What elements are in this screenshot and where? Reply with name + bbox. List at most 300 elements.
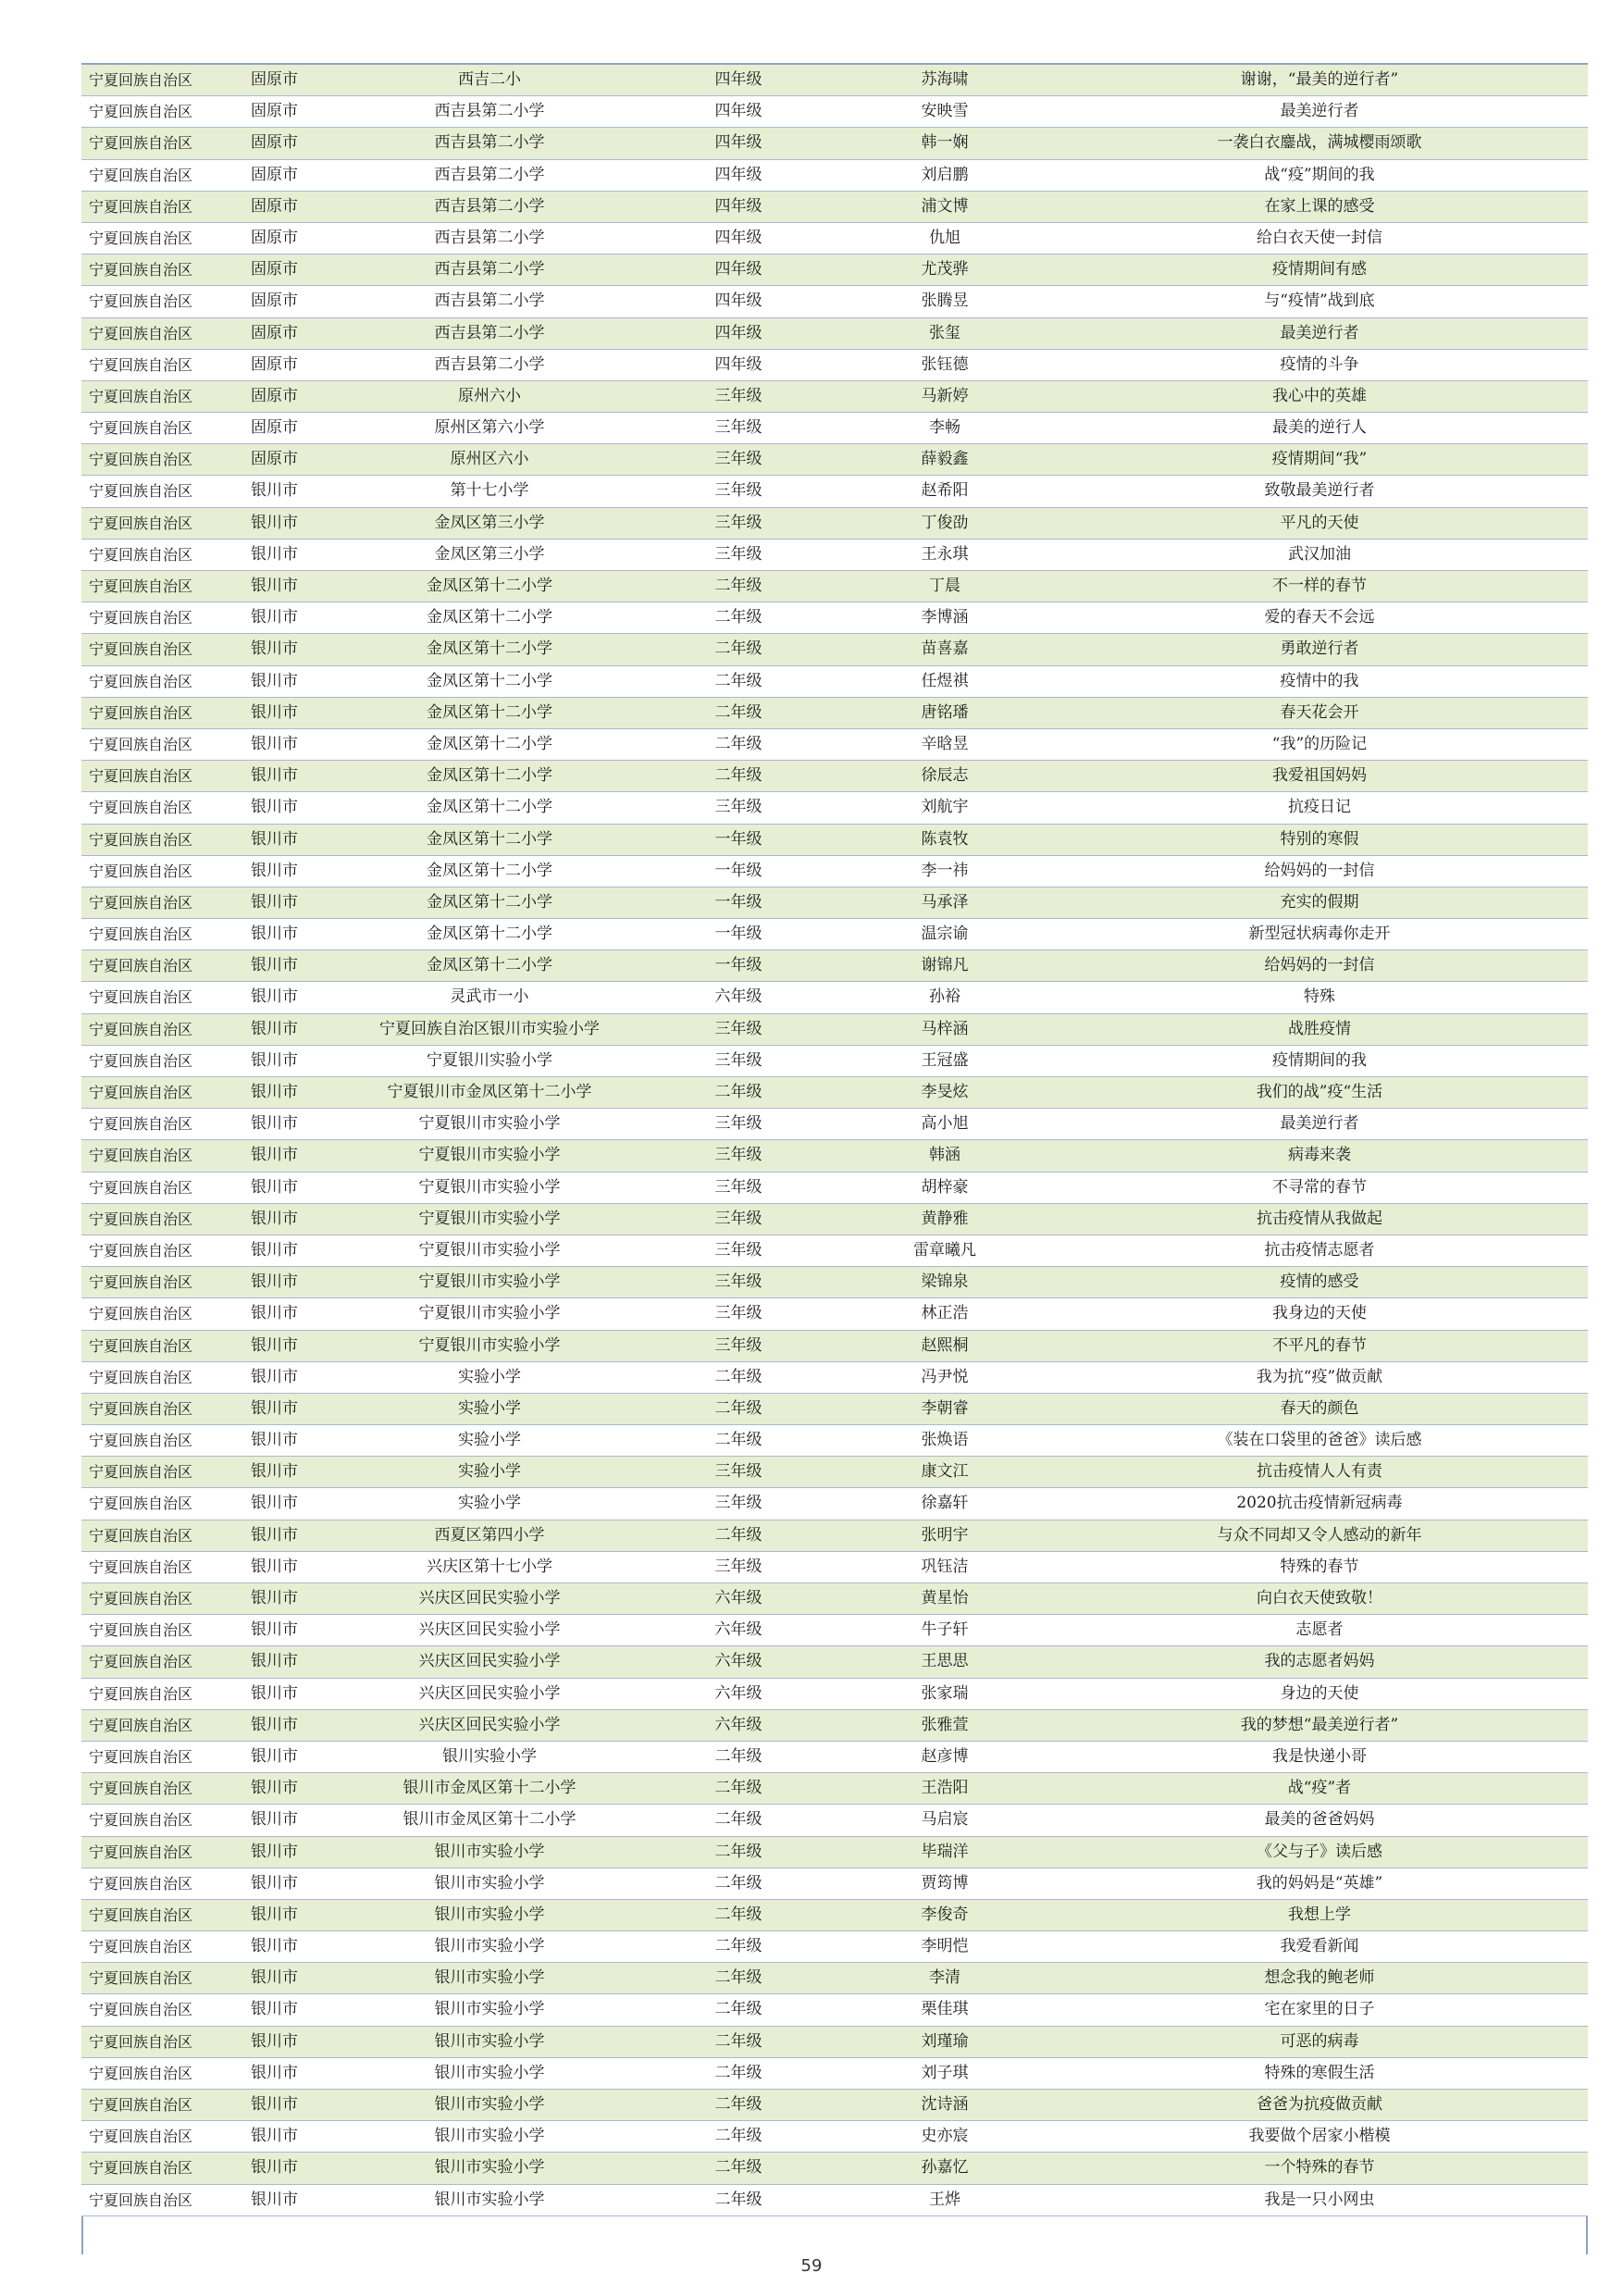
grade-cell: 二年级 (714, 2190, 762, 2209)
school-cell: 西吉县第二小学 (434, 354, 545, 374)
table-row (81, 1173, 1588, 1204)
grade-cell: 二年级 (714, 2127, 762, 2146)
title-cell: “我”的历险记 (1271, 734, 1368, 753)
title-cell: 疫情期间的我 (1272, 1050, 1367, 1070)
grade-cell: 三年级 (714, 1146, 762, 1165)
city-cell: 银川市 (251, 671, 298, 690)
title-cell: 战胜疫情 (1288, 1019, 1351, 1038)
grade-cell: 六年级 (714, 1715, 762, 1734)
student-name-cell: 张钰德 (921, 354, 969, 374)
title-cell: 春天花会开 (1280, 702, 1359, 722)
school-cell: 银川市实验小学 (434, 2063, 545, 2082)
region-cell: 宁夏回族自治区 (89, 767, 193, 786)
school-cell: 西吉县第二小学 (434, 228, 545, 247)
school-cell: 银川实验小学 (442, 1746, 537, 1766)
table-row (81, 286, 1588, 317)
table-row (81, 540, 1588, 571)
grade-cell: 二年级 (714, 1810, 762, 1830)
school-cell: 金凤区第十二小学 (427, 766, 552, 786)
school-cell: 兴庆区回民实验小学 (418, 1620, 561, 1640)
grade-cell: 三年级 (714, 481, 762, 501)
region-cell: 宁夏回族自治区 (89, 799, 193, 817)
table-row (81, 318, 1588, 350)
student-name-cell: 冯尹悦 (921, 1367, 969, 1386)
region-cell: 宁夏回族自治区 (89, 1780, 193, 1798)
grade-cell: 二年级 (714, 2000, 762, 2019)
city-cell: 固原市 (251, 354, 298, 374)
table-row (81, 1014, 1588, 1046)
grade-cell: 一年级 (714, 829, 762, 849)
table-row (81, 1742, 1588, 1773)
school-cell: 兴庆区回民实验小学 (418, 1652, 561, 1671)
grade-cell: 二年级 (714, 702, 762, 722)
grade-cell: 四年级 (714, 292, 762, 311)
city-cell: 银川市 (251, 513, 298, 532)
city-cell: 固原市 (251, 260, 298, 279)
school-cell: 金凤区第十二小学 (427, 702, 552, 722)
school-cell: 原州区第六小学 (434, 418, 545, 438)
city-cell: 银川市 (251, 1873, 298, 1893)
grade-cell: 二年级 (714, 766, 762, 786)
table-row (81, 508, 1588, 540)
title-cell: 武汉加油 (1288, 544, 1351, 564)
student-name-cell: 谢锦凡 (921, 956, 969, 975)
student-name-cell: 张玺 (929, 323, 960, 342)
region-cell: 宁夏回族自治区 (89, 1399, 193, 1418)
school-cell: 金凤区第十二小学 (427, 639, 552, 659)
region-cell: 宁夏回族自治区 (89, 2191, 193, 2209)
grade-cell: 二年级 (714, 639, 762, 659)
student-name-cell: 徐辰志 (921, 766, 969, 786)
city-cell: 固原市 (251, 165, 298, 184)
city-cell: 银川市 (251, 1589, 298, 1607)
school-cell: 西吉县第二小学 (434, 323, 545, 342)
grade-cell: 四年级 (714, 165, 762, 184)
city-cell: 银川市 (251, 925, 298, 944)
school-cell: 银川市金凤区第十二小学 (403, 1810, 576, 1830)
region-cell: 宁夏回族自治区 (89, 988, 193, 1007)
city-cell: 银川市 (251, 1525, 298, 1545)
grade-cell: 二年级 (714, 1431, 762, 1450)
table-row (81, 1963, 1588, 1994)
city-cell: 银川市 (251, 1462, 298, 1482)
school-cell: 银川市实验小学 (434, 1937, 545, 1956)
region-cell: 宁夏回族自治区 (89, 482, 193, 501)
city-cell: 银川市 (251, 2031, 298, 2051)
school-cell: 西吉县第二小学 (434, 133, 545, 153)
table-row (81, 634, 1588, 665)
table-row (81, 1235, 1588, 1267)
city-cell: 银川市 (251, 1431, 298, 1450)
school-cell: 西吉县第二小学 (434, 196, 545, 216)
title-cell: 爱的春天不会远 (1264, 608, 1375, 627)
region-cell: 宁夏回族自治区 (89, 2064, 193, 2082)
table-row (81, 1837, 1588, 1868)
table-row (81, 1140, 1588, 1172)
grade-cell: 二年级 (714, 1968, 762, 1988)
title-cell: 不一样的春节 (1272, 577, 1367, 595)
region-cell: 宁夏回族自治区 (89, 71, 193, 89)
title-cell: 病毒来袭 (1288, 1146, 1351, 1165)
region-cell: 宁夏回族自治区 (89, 2096, 193, 2114)
city-cell: 固原市 (251, 228, 298, 247)
student-name-cell: 刘启鹏 (921, 165, 969, 184)
grade-cell: 一年级 (714, 861, 762, 880)
title-cell: 特殊的春节 (1280, 1557, 1359, 1576)
student-name-cell: 陈袁牧 (921, 829, 969, 849)
title-cell: 战“疫”期间的我 (1264, 165, 1375, 184)
student-name-cell: 雷章曦凡 (913, 1240, 976, 1260)
region-cell: 宁夏回族自治区 (89, 2128, 193, 2146)
city-cell: 银川市 (251, 1083, 298, 1101)
city-cell: 银川市 (251, 1304, 298, 1323)
region-cell: 宁夏回族自治区 (89, 1020, 193, 1038)
city-cell: 银川市 (251, 2095, 298, 2114)
student-name-cell: 牛子轩 (921, 1620, 969, 1640)
title-cell: 给妈妈的一封信 (1264, 956, 1375, 975)
region-cell: 宁夏回族自治区 (89, 1716, 193, 1734)
student-name-cell: 高小旭 (921, 1114, 969, 1134)
table-row (81, 1583, 1588, 1615)
region-cell: 宁夏回族自治区 (89, 1905, 193, 1924)
student-name-cell: 王思思 (921, 1652, 969, 1671)
region-cell: 宁夏回族自治区 (89, 830, 193, 849)
city-cell: 银川市 (251, 1968, 298, 1988)
school-cell: 银川市实验小学 (434, 2000, 545, 2019)
city-cell: 银川市 (251, 1746, 298, 1766)
grade-cell: 二年级 (714, 608, 762, 627)
region-cell: 宁夏回族自治区 (89, 2159, 193, 2178)
region-cell: 宁夏回族自治区 (89, 134, 193, 153)
table-row (81, 2121, 1588, 2153)
city-cell: 银川市 (251, 1240, 298, 1260)
student-name-cell: 刘子琪 (921, 2063, 969, 2082)
table-row (81, 413, 1588, 444)
student-name-cell: 巩钰洁 (921, 1557, 969, 1576)
grade-cell: 二年级 (714, 671, 762, 690)
school-cell: 西吉县第二小学 (434, 165, 545, 184)
title-cell: 抗击疫情志愿者 (1264, 1240, 1375, 1260)
title-cell: 我的志愿者妈妈 (1264, 1652, 1375, 1671)
region-cell: 宁夏回族自治区 (89, 735, 193, 753)
title-cell: 身边的天使 (1280, 1683, 1359, 1703)
entries-table (81, 63, 1588, 2216)
student-name-cell: 胡梓豪 (921, 1177, 969, 1197)
title-cell: 爸爸为抗疫做贡献 (1257, 2095, 1382, 2114)
city-cell: 银川市 (251, 987, 298, 1007)
title-cell: 最美的逆行人 (1272, 418, 1367, 438)
student-name-cell: 马新婷 (921, 386, 969, 405)
school-cell: 金凤区第十二小学 (427, 925, 552, 944)
table-row (81, 1805, 1588, 1836)
grade-cell: 四年级 (714, 323, 762, 342)
grade-cell: 六年级 (714, 1652, 762, 1671)
table-row (81, 792, 1588, 824)
city-cell: 银川市 (251, 481, 298, 501)
grade-cell: 三年级 (714, 544, 762, 564)
table-row (81, 1204, 1588, 1235)
grade-cell: 三年级 (714, 1272, 762, 1292)
city-cell: 固原市 (251, 292, 298, 311)
grade-cell: 二年级 (714, 2031, 762, 2051)
city-cell: 银川市 (251, 1494, 298, 1513)
grade-cell: 三年级 (714, 1335, 762, 1355)
title-cell: 特殊 (1304, 987, 1335, 1007)
region-cell: 宁夏回族自治区 (89, 1273, 193, 1292)
table-row (81, 444, 1588, 476)
title-cell: 我为抗“疫”做贡献 (1256, 1367, 1383, 1386)
student-name-cell: 黄静雅 (921, 1209, 969, 1228)
table-row (81, 1994, 1588, 2026)
region-cell: 宁夏回族自治区 (89, 609, 193, 627)
table-row (81, 698, 1588, 729)
table-row (81, 1109, 1588, 1140)
region-cell: 宁夏回族自治区 (89, 1336, 193, 1355)
title-cell: 疫情的感受 (1280, 1272, 1359, 1292)
school-cell: 银川市金凤区第十二小学 (403, 1779, 576, 1798)
city-cell: 银川市 (251, 734, 298, 753)
title-cell: 与“疫情”战到底 (1264, 292, 1375, 311)
title-cell: 在家上课的感受 (1264, 196, 1375, 216)
city-cell: 固原市 (251, 70, 298, 89)
region-cell: 宁夏回族自治区 (89, 545, 193, 564)
city-cell: 银川市 (251, 798, 298, 817)
grade-cell: 六年级 (714, 987, 762, 1007)
grade-cell: 三年级 (714, 418, 762, 438)
student-name-cell: 尤茂骅 (921, 260, 969, 279)
city-cell: 固原市 (251, 102, 298, 121)
table-row (81, 96, 1588, 128)
title-cell: 《父与子》读后感 (1257, 1842, 1382, 1861)
region-cell: 宁夏回族自治区 (89, 1811, 193, 1830)
student-name-cell: 赵彦博 (921, 1746, 969, 1766)
student-name-cell: 赵熙桐 (921, 1335, 969, 1355)
title-cell: 特别的寒假 (1280, 829, 1359, 849)
region-cell: 宁夏回族自治区 (89, 925, 193, 944)
title-cell: 致敬最美逆行者 (1264, 481, 1375, 501)
student-name-cell: 沈诗涵 (921, 2095, 969, 2114)
school-cell: 原州六小 (458, 386, 521, 405)
city-cell: 银川市 (251, 1842, 298, 1861)
student-name-cell: 任煜祺 (921, 671, 969, 690)
school-cell: 兴庆区回民实验小学 (418, 1589, 561, 1607)
student-name-cell: 温宗谕 (921, 925, 969, 944)
table-row (81, 571, 1588, 602)
school-cell: 银川市实验小学 (434, 1873, 545, 1893)
city-cell: 固原市 (251, 323, 298, 342)
student-name-cell: 李畅 (929, 418, 960, 438)
title-cell: 我爱祖国妈妈 (1272, 766, 1367, 786)
school-cell: 金凤区第十二小学 (427, 861, 552, 880)
school-cell: 宁夏银川市实验小学 (418, 1146, 561, 1165)
title-cell: 可恶的病毒 (1280, 2031, 1359, 2051)
grade-cell: 二年级 (714, 1937, 762, 1956)
school-cell: 西吉县第二小学 (434, 260, 545, 279)
region-cell: 宁夏回族自治区 (89, 103, 193, 121)
grade-cell: 二年级 (714, 2095, 762, 2114)
city-cell: 银川市 (251, 577, 298, 595)
school-cell: 银川市实验小学 (434, 1905, 545, 1924)
table-row (81, 1868, 1588, 1900)
region-cell: 宁夏回族自治区 (89, 229, 193, 247)
table-row (81, 1298, 1588, 1330)
region-cell: 宁夏回族自治区 (89, 1684, 193, 1703)
grade-cell: 三年级 (714, 1177, 762, 1197)
title-cell: 我想上学 (1288, 1905, 1351, 1924)
title-cell: 志愿者 (1295, 1620, 1344, 1640)
table-row (81, 2027, 1588, 2058)
school-cell: 西夏区第四小学 (434, 1525, 545, 1545)
city-cell: 银川市 (251, 1398, 298, 1418)
city-cell: 银川市 (251, 1683, 298, 1703)
school-cell: 银川市实验小学 (434, 1842, 545, 1861)
table-row (81, 1267, 1588, 1298)
city-cell: 银川市 (251, 1779, 298, 1798)
student-name-cell: 王浩阳 (921, 1779, 969, 1798)
region-cell: 宁夏回族自治区 (89, 1147, 193, 1165)
table-row (81, 1552, 1588, 1583)
student-name-cell: 李旻炫 (921, 1083, 969, 1101)
student-name-cell: 张腾昱 (921, 292, 969, 311)
grade-cell: 六年级 (714, 1683, 762, 1703)
student-name-cell: 王烨 (929, 2190, 960, 2209)
grade-cell: 三年级 (714, 1209, 762, 1228)
grade-cell: 三年级 (714, 1494, 762, 1513)
table-row (81, 666, 1588, 698)
school-cell: 金凤区第十二小学 (427, 892, 552, 912)
school-cell: 宁夏银川实验小学 (427, 1050, 552, 1070)
city-cell: 银川市 (251, 1905, 298, 1924)
student-name-cell: 刘航宇 (921, 798, 969, 817)
table-row (81, 1646, 1588, 1678)
table-row (81, 223, 1588, 254)
school-cell: 宁夏银川市实验小学 (418, 1114, 561, 1134)
city-cell: 银川市 (251, 956, 298, 975)
region-cell: 宁夏回族自治区 (89, 355, 193, 374)
grade-cell: 三年级 (714, 1050, 762, 1070)
title-cell: 给白衣天使一封信 (1257, 228, 1382, 247)
city-cell: 银川市 (251, 1557, 298, 1576)
title-cell: 向白衣天使致敬！ (1257, 1589, 1382, 1607)
region-cell: 宁夏回族自治区 (89, 1938, 193, 1956)
title-cell: 最美逆行者 (1280, 102, 1359, 121)
title-cell: 与众不同却又令人感动的新年 (1217, 1525, 1422, 1545)
school-cell: 金凤区第十二小学 (427, 798, 552, 817)
grade-cell: 四年级 (714, 102, 762, 121)
city-cell: 固原市 (251, 133, 298, 153)
region-cell: 宁夏回族自治区 (89, 197, 193, 216)
city-cell: 银川市 (251, 702, 298, 722)
table-row (81, 2153, 1588, 2184)
student-name-cell: 林正浩 (921, 1304, 969, 1323)
student-name-cell: 李博涵 (921, 608, 969, 627)
region-cell: 宁夏回族自治区 (89, 957, 193, 975)
city-cell: 银川市 (251, 1810, 298, 1830)
title-cell: 平凡的天使 (1280, 513, 1359, 532)
city-cell: 固原市 (251, 386, 298, 405)
school-cell: 金凤区第三小学 (434, 544, 545, 564)
grade-cell: 六年级 (714, 1589, 762, 1607)
table-row (81, 1710, 1588, 1742)
title-cell: 特殊的寒假生活 (1264, 2063, 1375, 2082)
student-name-cell: 张家瑞 (921, 1683, 969, 1703)
grade-cell: 二年级 (714, 1367, 762, 1386)
title-cell: 我们的战”疫“生活 (1256, 1083, 1383, 1101)
region-cell: 宁夏回族自治区 (89, 1368, 193, 1386)
school-cell: 金凤区第十二小学 (427, 608, 552, 627)
table-row (81, 950, 1588, 982)
table-row (81, 381, 1588, 413)
region-cell: 宁夏回族自治区 (89, 2001, 193, 2019)
region-cell: 宁夏回族自治区 (89, 640, 193, 659)
student-name-cell: 辛晗昱 (921, 734, 969, 753)
table-row (81, 350, 1588, 381)
school-cell: 宁夏银川市实验小学 (418, 1209, 561, 1228)
title-cell: 最美逆行者 (1280, 323, 1359, 342)
school-cell: 金凤区第三小学 (434, 513, 545, 532)
title-cell: 2020抗击疫情新冠病毒 (1236, 1494, 1403, 1513)
table-row (81, 2058, 1588, 2090)
grade-cell: 三年级 (714, 386, 762, 405)
region-cell: 宁夏回族自治区 (89, 1747, 193, 1766)
grade-cell: 二年级 (714, 1873, 762, 1893)
title-cell: 抗击疫情从我做起 (1257, 1209, 1382, 1228)
title-cell: 充实的假期 (1280, 892, 1359, 912)
city-cell: 银川市 (251, 829, 298, 849)
school-cell: 宁夏银川市金凤区第十二小学 (387, 1083, 592, 1101)
table-row (81, 1046, 1588, 1077)
title-cell: 我身边的天使 (1272, 1304, 1367, 1323)
grade-cell: 二年级 (714, 1525, 762, 1545)
student-name-cell: 徐嘉轩 (921, 1494, 969, 1513)
table-row (81, 1900, 1588, 1931)
city-cell: 银川市 (251, 1937, 298, 1956)
grade-cell: 三年级 (714, 1557, 762, 1576)
school-cell: 实验小学 (458, 1431, 521, 1450)
student-name-cell: 孙裕 (929, 987, 960, 1007)
region-cell: 宁夏回族自治区 (89, 1653, 193, 1671)
student-name-cell: 安映雪 (921, 102, 969, 121)
school-cell: 原州区六小 (450, 450, 529, 469)
school-cell: 宁夏银川市实验小学 (418, 1177, 561, 1197)
table-row (81, 1520, 1588, 1552)
region-cell: 宁夏回族自治区 (89, 703, 193, 722)
student-name-cell: 张明宇 (921, 1525, 969, 1545)
title-cell: 抗疫日记 (1288, 798, 1351, 817)
title-cell: 我是快递小哥 (1272, 1746, 1367, 1766)
school-cell: 灵武市一小 (450, 987, 529, 1007)
city-cell: 银川市 (251, 1019, 298, 1038)
student-name-cell: 丁晨 (929, 577, 960, 595)
grade-cell: 二年级 (714, 1398, 762, 1418)
title-cell: 我爱看新闻 (1280, 1937, 1359, 1956)
grade-cell: 六年级 (714, 1620, 762, 1640)
city-cell: 银川市 (251, 1146, 298, 1165)
grade-cell: 一年级 (714, 956, 762, 975)
table-row (81, 825, 1588, 856)
school-cell: 实验小学 (458, 1462, 521, 1482)
title-cell: 春天的颜色 (1280, 1398, 1359, 1418)
grade-cell: 二年级 (714, 1842, 762, 1861)
grade-cell: 三年级 (714, 450, 762, 469)
title-cell: 我心中的英雄 (1272, 386, 1367, 405)
region-cell: 宁夏回族自治区 (89, 1432, 193, 1450)
school-cell: 银川市实验小学 (434, 2158, 545, 2178)
student-name-cell: 刘瑾瑜 (921, 2031, 969, 2051)
school-cell: 金凤区第十二小学 (427, 829, 552, 849)
table-row (81, 1394, 1588, 1425)
student-name-cell: 韩一娴 (921, 133, 969, 153)
